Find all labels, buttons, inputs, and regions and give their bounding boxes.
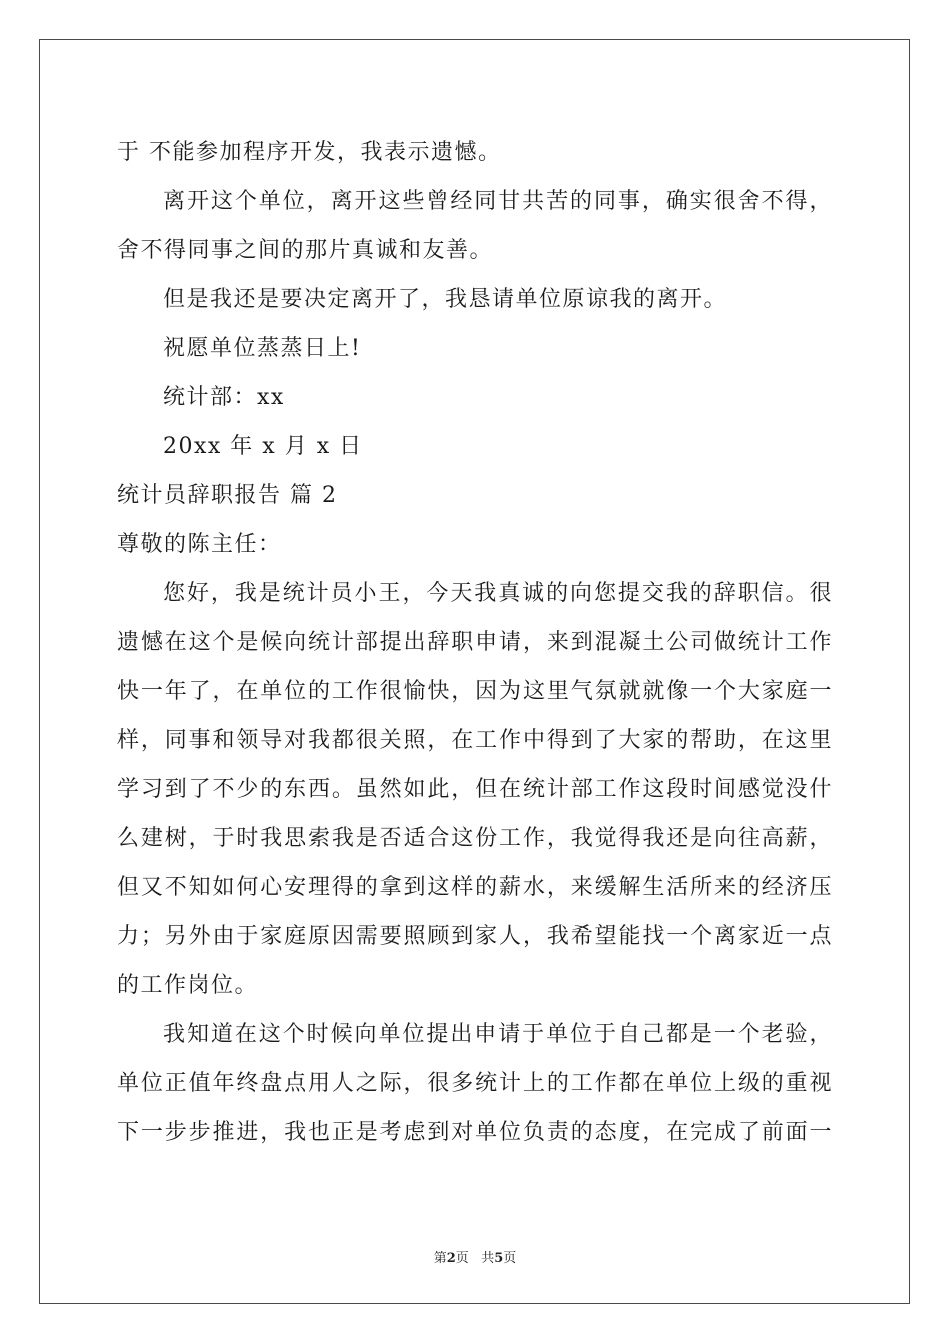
text-line: 遗憾在这个是候向统计部提出辞职申请，来到混凝土公司做统计工作 (117, 630, 833, 655)
text-line: 快一年了，在单位的工作很愉快，因为这里气氛就就像一个大家庭一 (117, 679, 833, 704)
document-body (117, 128, 833, 1157)
text-line: 统计部：xx (163, 385, 285, 410)
footer-total-suffix: 页 (503, 1251, 517, 1266)
text-line: 离开这个单位，离开这些曾经同甘共苦的同事，确实很舍不得， (163, 189, 833, 214)
text-line: 尊敬的陈主任： (117, 532, 282, 557)
text-line: 但是我还是要决定离开了，我恳请单位原谅我的离开。 (163, 287, 728, 312)
text-line: 么建树，于时我思索我是否适合这份工作，我觉得我还是向往高薪， (117, 826, 833, 851)
text-line: 舍不得同事之间的那片真诚和友善。 (117, 238, 494, 263)
text-line: 的工作岗位。 (117, 973, 259, 998)
page-footer (0, 1247, 950, 1266)
text-line: 我知道在这个时候向单位提出申请于单位于自己都是一个老验， (163, 1022, 833, 1047)
total-pages-number: 5 (494, 1251, 504, 1266)
footer-page-suffix: 页 (455, 1251, 469, 1266)
text-line: 下一步步推进，我也正是考虑到对单位负责的态度，在完成了前面一 (117, 1120, 833, 1145)
text-line: 学习到了不少的东西。虽然如此，但在统计部工作这段时间感觉没什 (117, 777, 833, 802)
footer-total-prefix: 共 (481, 1251, 495, 1266)
text-line: 单位正值年终盘点用人之际，很多统计上的工作都在单位上级的重视 (117, 1071, 833, 1096)
text-line: 力；另外由于家庭原因需要照顾到家人，我希望能找一个离家近一点 (117, 924, 833, 949)
text-line: 统计员辞职报告 篇 2 (117, 483, 338, 508)
text-line: 20xx 年 x 月 x 日 (163, 434, 363, 459)
text-line: 祝愿单位蒸蒸日上! (163, 336, 362, 361)
text-line: 样，同事和领导对我都很关照，在工作中得到了大家的帮助，在这里 (117, 728, 833, 753)
text-line: 但又不知如何心安理得的拿到这样的薪水，来缓解生活所来的经济压 (117, 875, 833, 900)
text-line: 于 不能参加程序开发，我表示遗憾。 (117, 140, 502, 165)
text-line: 您好，我是统计员小王，今天我真诚的向您提交我的辞职信。很 (163, 581, 833, 606)
footer-prefix: 第 (433, 1251, 447, 1266)
current-page-number: 2 (446, 1251, 456, 1266)
